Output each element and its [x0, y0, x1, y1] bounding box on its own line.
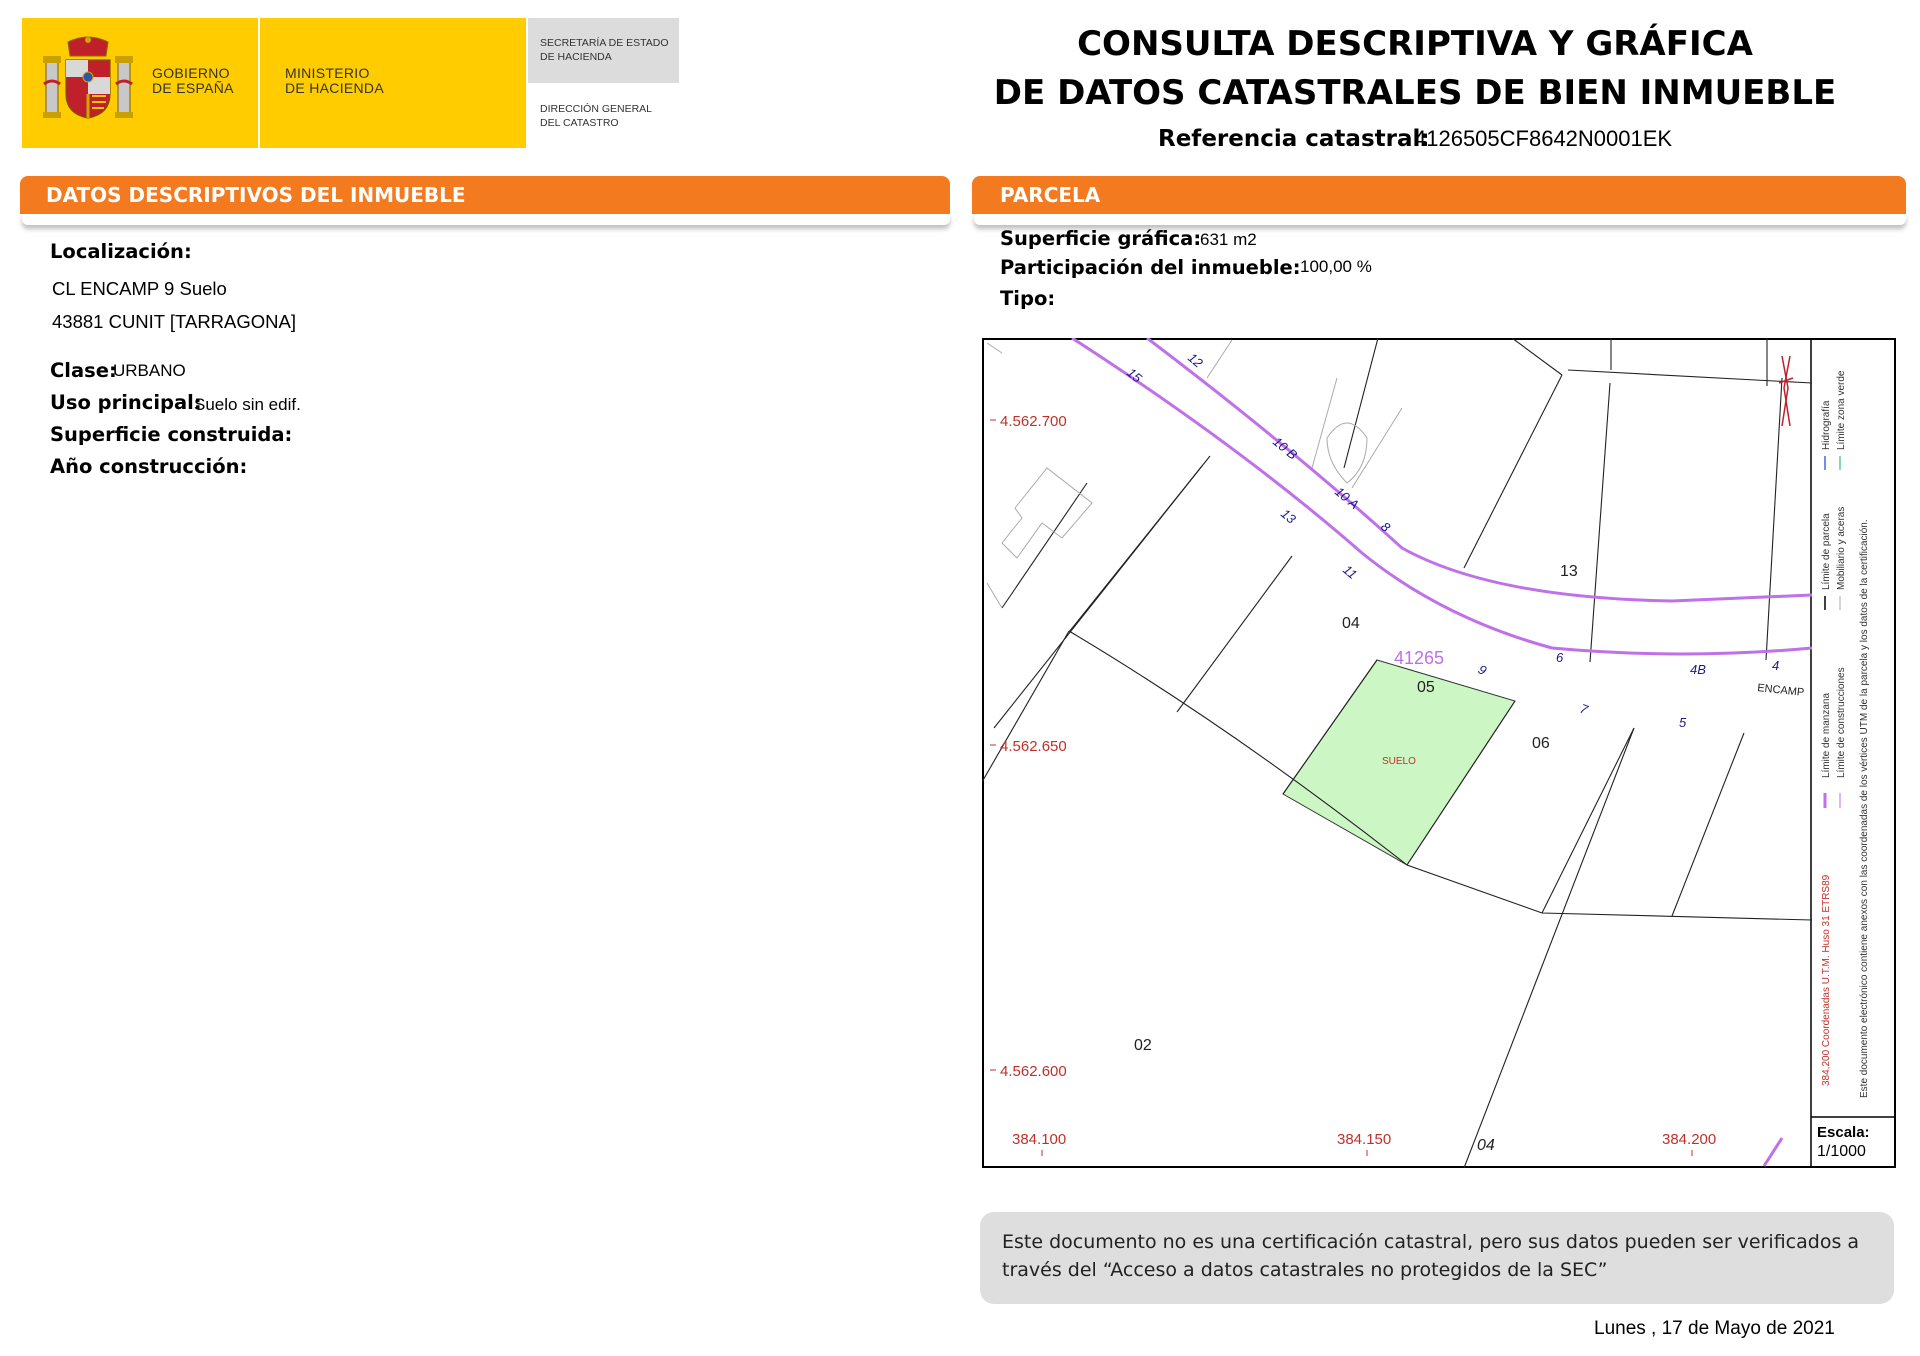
- legend-document-note: Este documento electrónico contiene anexos con las coordenadas de los vértices UTM de la parcela y los datos de la certificación.: [1859, 519, 1870, 1098]
- svg-text:4: 4: [1772, 658, 1780, 673]
- legend-hidrografia: Hidrografía: [1821, 400, 1832, 450]
- y-coord-2: 4.562.650: [1000, 738, 1067, 755]
- direccion-line-2: DEL CATASTRO: [540, 117, 619, 129]
- parcel-label-13: 13: [1560, 563, 1578, 580]
- parcel-label-04: 04: [1342, 615, 1360, 632]
- parcel-numbers: [1134, 563, 1578, 1154]
- direccion-name: [540, 102, 652, 130]
- parcel-label-04b: 04: [1477, 1137, 1495, 1154]
- left-section-title-bold: INMUEBLE: [349, 183, 466, 207]
- gov-line-2: DE ESPAÑA: [152, 80, 234, 96]
- parcel-usage-label: SUELO: [1382, 756, 1416, 767]
- svg-text:4B: 4B: [1690, 662, 1706, 677]
- legend-limite-manzana: Límite de manzana: [1821, 692, 1832, 778]
- svg-text:5: 5: [1679, 715, 1687, 730]
- parcel-label-02: 02: [1134, 1037, 1152, 1054]
- secretaria-line-2: DE HACIENDA: [540, 51, 612, 63]
- ref-catastral-label: Referencia catastral:: [1158, 126, 1430, 152]
- svg-text:10 B: 10 B: [1270, 433, 1301, 463]
- svg-text:6: 6: [1556, 650, 1564, 665]
- x-coord-2: 384.150: [1337, 1131, 1392, 1148]
- localizacion-label: Localización:: [50, 240, 192, 263]
- verification-note: Este documento no es una certificación catastral, pero sus datos pueden ser verificados a través del “Acceso a datos catastrales no protegidos de la SEC”: [1002, 1231, 1860, 1281]
- superficie-grafica-value: 631 m2: [1200, 230, 1257, 249]
- clase-value: URBANO: [113, 361, 186, 380]
- parcel-label-05: 05: [1417, 679, 1435, 696]
- secretaria-line-1: SECRETARÍA DE ESTADO: [540, 37, 669, 49]
- scale-value: 1/1000: [1817, 1143, 1866, 1160]
- legend-mobiliario: Mobiliario y aceras: [1836, 506, 1847, 590]
- legend-limite-parcela: Límite de parcela: [1821, 513, 1832, 590]
- block-reference: 41265: [1394, 648, 1445, 668]
- right-section-shadow: [974, 213, 1906, 225]
- title-line-1: CONSULTA DESCRIPTIVA Y GRÁFICA: [1077, 24, 1753, 64]
- address-line-2: 43881 CUNIT [TARRAGONA]: [52, 311, 296, 332]
- ministry-line-2: DE HACIENDA: [285, 80, 384, 96]
- svg-text:11: 11: [1340, 561, 1361, 582]
- logo-divider: [258, 18, 260, 148]
- participacion-label: Participación del inmueble:: [1000, 256, 1301, 279]
- superficie-grafica-label: Superficie gráfica:: [1000, 227, 1202, 250]
- ministry-name: [285, 66, 384, 96]
- ref-catastral-value: 4126505CF8642N0001EK: [1414, 126, 1673, 151]
- building-outlines: [987, 340, 1402, 608]
- legend-coords: 384,200 Coordenadas U.T.M. Huso 31 ETRS89: [1821, 874, 1832, 1086]
- map-legend: [1821, 370, 1870, 1098]
- street-encamp: [1072, 338, 1812, 654]
- legend-limite-construcciones: Límite de construcciones: [1836, 667, 1847, 778]
- page-title: [980, 20, 1850, 118]
- address-line-1: CL ENCAMP 9 Suelo: [52, 278, 227, 299]
- uso-label: Uso principal:: [50, 391, 202, 414]
- svg-text:13: 13: [1278, 505, 1299, 527]
- anio-construccion-label: Año construcción:: [50, 455, 248, 478]
- y-coord-1: 4.562.700: [1000, 413, 1067, 430]
- svg-text:8: 8: [1378, 518, 1394, 535]
- uso-value: Suelo sin edif.: [194, 395, 301, 414]
- clase-label: Clase:: [50, 359, 117, 382]
- secretaria-name: [540, 36, 669, 64]
- right-section-header: [972, 176, 1906, 214]
- participacion-value: 100,00 %: [1300, 257, 1372, 276]
- svg-text:9: 9: [1475, 661, 1490, 679]
- legend-zona-verde: Límite zona verde: [1836, 370, 1847, 450]
- left-section-title: [46, 183, 466, 207]
- gov-line-1: GOBIERNO: [152, 65, 230, 81]
- scale-label: Escala:: [1817, 1124, 1870, 1141]
- left-section-title-normal: DATOS DESCRIPTIVOS DEL: [46, 183, 350, 207]
- tipo-label: Tipo:: [1000, 287, 1056, 310]
- x-coord-1: 384.100: [1012, 1131, 1067, 1148]
- street-corner: [1764, 1138, 1782, 1166]
- left-section-shadow: [22, 213, 950, 225]
- superficie-construida-label: Superficie construida:: [50, 423, 293, 446]
- svg-text:12: 12: [1185, 349, 1206, 371]
- parcel-label-06: 06: [1532, 735, 1550, 752]
- direccion-line-1: DIRECCIÓN GENERAL: [540, 103, 653, 115]
- x-coord-3: 384.200: [1662, 1131, 1717, 1148]
- document-date: Lunes , 17 de Mayo de 2021: [1594, 1318, 1835, 1339]
- coat-of-arms-icon: [40, 34, 136, 130]
- ministry-line-1: MINISTERIO: [285, 65, 370, 81]
- title-line-2: DE DATOS CATASTRALES DE BIEN INMUEBLE: [993, 73, 1837, 113]
- svg-text:7: 7: [1577, 700, 1590, 718]
- street-numbers: [1124, 350, 1779, 730]
- street-name-label: ENCAMP: [1756, 682, 1805, 699]
- government-name: [152, 66, 234, 96]
- right-section-title: PARCELA: [1000, 183, 1101, 207]
- cadastral-map-drawing: [982, 338, 1896, 1168]
- svg-text:10 A: 10 A: [1332, 483, 1362, 513]
- svg-text:15: 15: [1124, 364, 1145, 386]
- y-coord-3: 4.562.600: [1000, 1063, 1067, 1080]
